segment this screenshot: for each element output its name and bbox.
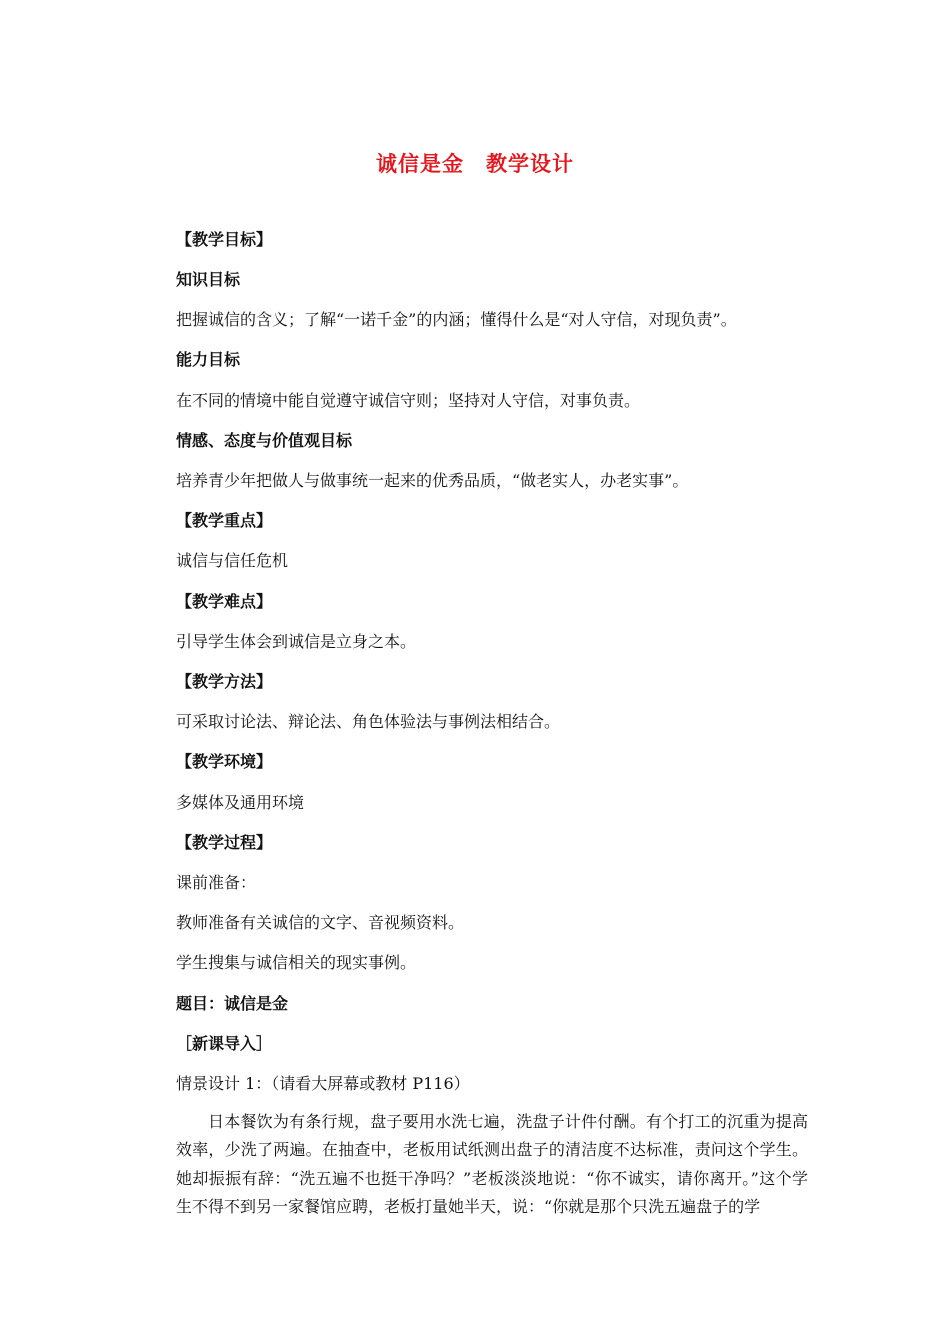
section-heading-goals: 【教学目标】 — [176, 230, 273, 249]
environment-text: 多媒体及通用环境 — [176, 793, 305, 812]
subheading-ability: 能力目标 — [176, 350, 241, 369]
prep-label: 课前准备： — [176, 873, 257, 892]
subheading-emotion: 情感、态度与价值观目标 — [176, 431, 353, 450]
new-lesson-intro-heading: ［新课导入］ — [176, 1034, 273, 1053]
document-title: 诚信是金 教学设计 — [376, 152, 574, 176]
section-heading-methods: 【教学方法】 — [176, 672, 273, 691]
scene-design-label: 情景设计 1：（请看大屏幕或教材 P116） — [176, 1074, 470, 1093]
section-heading-environment: 【教学环境】 — [176, 752, 273, 771]
story-paragraph: 日本餐饮为有条行规，盘子要用水洗七遍，洗盘子计件付酬。有个打工的沉重为提高效率，少洗了两遍。在抽查中，老板用试纸测出盘子的清洁度不达标准，责问这个学生。她却振振有辞：“洗五遍不也挺干净吗？”老板淡淡地说：“你不诚实，请你离开。”这个学生不得不到另一家餐馆应聘，老板打量她半天，说：“你就是那个只洗五遍盘子的学 — [176, 1112, 808, 1216]
ability-text: 在不同的情境中能自觉遵守诚信守则；坚持对人守信，对事负责。 — [176, 391, 641, 410]
prep-student-text: 学生搜集与诚信相关的现实事例。 — [176, 953, 417, 972]
key-points-text: 诚信与信任危机 — [176, 551, 289, 570]
methods-text: 可采取讨论法、辩论法、角色体验法与事例法相结合。 — [176, 712, 561, 731]
difficulties-text: 引导学生体会到诚信是立身之本。 — [176, 632, 417, 651]
topic-heading: 题目：诚信是金 — [176, 994, 289, 1013]
knowledge-text: 把握诚信的含义；了解“一诺千金”的内涵；懂得什么是“对人守信，对现负责”。 — [176, 310, 737, 329]
section-heading-process: 【教学过程】 — [176, 833, 273, 852]
section-heading-difficulties: 【教学难点】 — [176, 592, 273, 611]
subheading-knowledge: 知识目标 — [176, 270, 241, 289]
prep-teacher-text: 教师准备有关诚信的文字、音视频资料。 — [176, 913, 465, 932]
section-heading-key-points: 【教学重点】 — [176, 511, 273, 530]
emotion-text: 培养青少年把做人与做事统一起来的优秀品质，“做老实人，办老实事”。 — [176, 471, 689, 490]
